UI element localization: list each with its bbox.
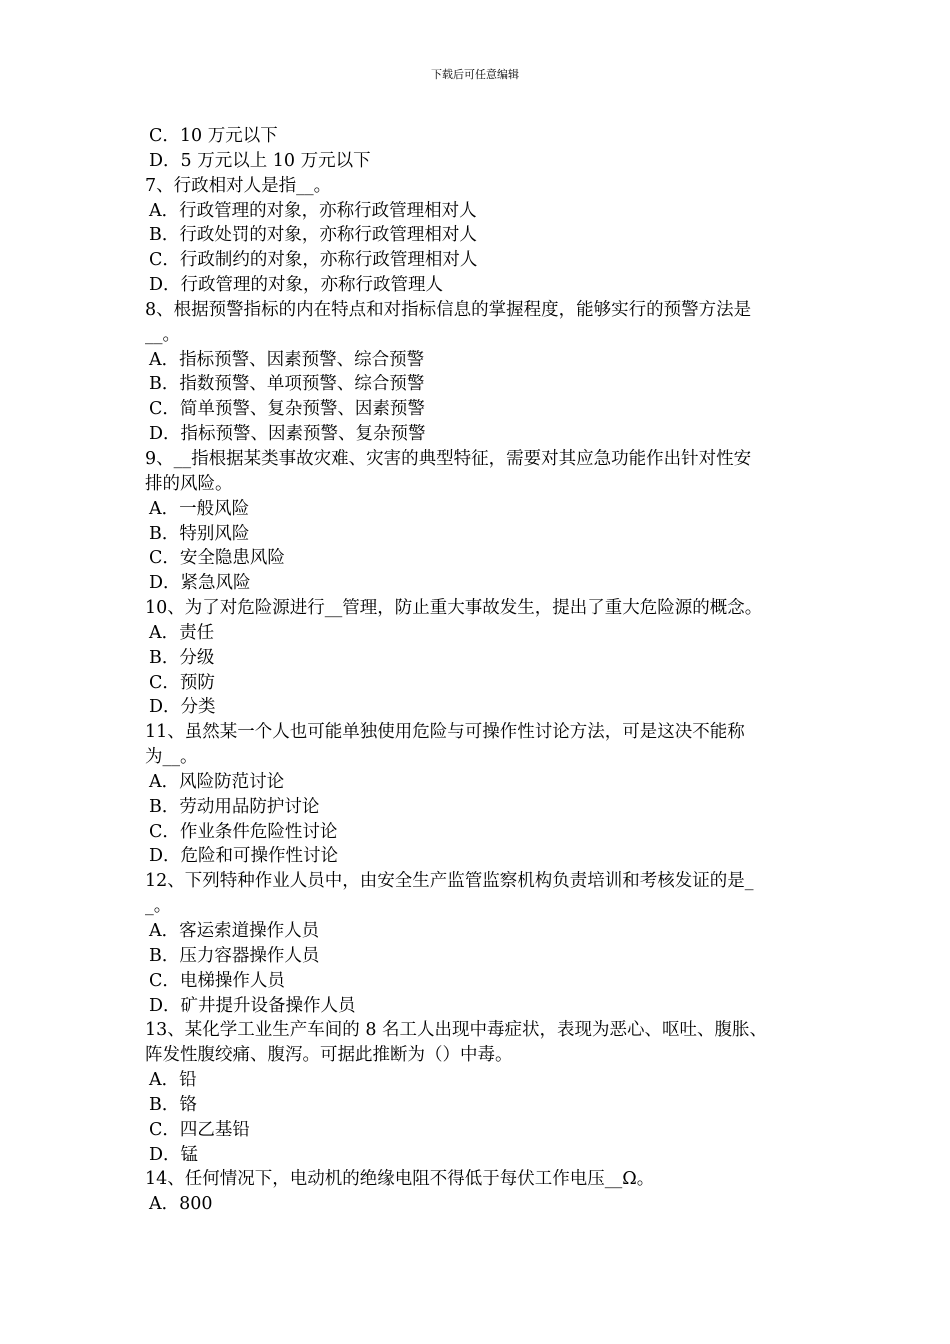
answer-option: A．800	[149, 1194, 213, 1215]
answer-option: A．责任	[149, 622, 215, 643]
answer-option: B．行政处罚的对象，亦称行政管理相对人	[149, 225, 477, 246]
answer-option: A．风险防范讨论	[149, 771, 285, 792]
answer-option: D．矿井提升设备操作人员	[149, 995, 356, 1016]
question-text: 10、为了对危险源进行__管理，防止重大事故发生，提出了重大危险源的概念。	[145, 598, 763, 619]
answer-option: B．指数预警、单项预警、综合预警	[149, 374, 425, 395]
answer-option: B．分级	[149, 647, 215, 668]
question-text: 9、__指根据某类事故灾难、灾害的典型特征，需要对其应急功能作出针对性安	[145, 448, 752, 469]
answer-option: B．压力容器操作人员	[149, 945, 320, 966]
answer-option: D．锰	[149, 1144, 199, 1165]
question-text: __。	[145, 324, 180, 345]
answer-option: D．行政管理的对象，亦称行政管理人	[149, 275, 444, 296]
answer-option: B．特别风险	[149, 523, 250, 544]
answer-option: A．客运索道操作人员	[149, 921, 320, 941]
question-text: _。	[145, 896, 172, 917]
question-text: 为__。	[145, 747, 198, 768]
answer-option: B．劳动用品防护讨论	[149, 796, 320, 817]
answer-option: C．行政制约的对象，亦称行政管理相对人	[149, 250, 478, 271]
answer-option: D．指标预警、因素预警、复杂预警	[149, 424, 426, 445]
answer-option: D．分类	[149, 697, 216, 718]
answer-option: A．一般风险	[149, 498, 250, 519]
answer-option: C．安全隐患风险	[149, 548, 285, 569]
question-text: 7、行政相对人是指__。	[145, 175, 332, 196]
answer-option: C．电梯操作人员	[149, 970, 285, 991]
answer-option: D．危险和可操作性讨论	[149, 846, 339, 867]
answer-option: C．简单预警、复杂预警、因素预警	[149, 399, 425, 420]
answer-option: C．作业条件危险性讨论	[149, 821, 338, 842]
answer-option: C．四乙基铅	[149, 1119, 250, 1140]
question-text: 排的风险。	[145, 473, 233, 494]
answer-option: B．铬	[149, 1094, 197, 1115]
question-text: 8、根据预警指标的内在特点和对指标信息的掌握程度，能够实行的预警方法是	[145, 299, 752, 320]
answer-option: D．5 万元以上 10 万元以下	[149, 150, 371, 171]
question-text: 13、某化学工业生产车间的 8 名工人出现中毒症状，表现为恶心、呕吐、腹胀、	[145, 1020, 768, 1041]
answer-option: C．预防	[149, 672, 215, 693]
question-text: 11、虽然某一个人也可能单独使用危险与可操作性讨论方法，可是这决不能称	[145, 722, 745, 743]
answer-option: A．铅	[149, 1070, 197, 1091]
answer-option: C．10 万元以下	[149, 126, 278, 146]
page-header: 下载后可任意编辑	[431, 68, 519, 81]
question-text: 14、任何情况下，电动机的绝缘电阻不得低于每伏工作电压__Ω。	[145, 1169, 655, 1190]
answer-option: A．行政管理的对象，亦称行政管理相对人	[149, 200, 477, 221]
document-body	[145, 124, 825, 1217]
question-text: 12、下列特种作业人员中，由安全生产监管监察机构负责培训和考核发证的是_	[145, 871, 754, 892]
answer-option: A．指标预警、因素预警、综合预警	[149, 349, 425, 370]
question-text: 阵发性腹绞痛、腹泻。可据此推断为（）中毒。	[145, 1045, 513, 1066]
answer-option: D．紧急风险	[149, 573, 251, 594]
